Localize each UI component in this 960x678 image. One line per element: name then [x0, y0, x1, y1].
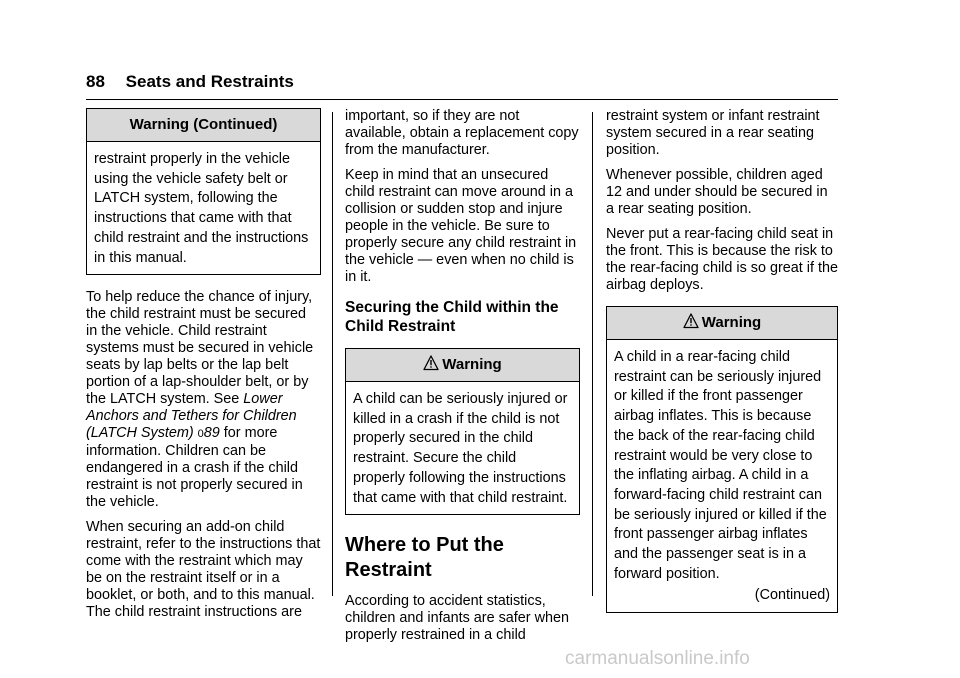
- page-header: [86, 72, 294, 92]
- column-1: [86, 108, 321, 629]
- warning-box-continued: [86, 108, 321, 275]
- header-rule: [86, 99, 838, 100]
- paragraph-unsecured: Keep in mind that an unsecured child restraint can move around in a collision or sudden stop and injure people in the vehicle. Be sure to properly secure any child restraint in the vehicle — even when no child is in it.: [345, 167, 577, 285]
- warning-box-text: [607, 340, 837, 612]
- paragraph-add-on: When securing an add-on child restraint, refer to the instructions that come with the restraint which may be on the restraint itself or in a booklet, or both, and to this manual. The child restraint instructions are: [86, 519, 321, 621]
- watermark-text: carmanualsonline.info: [565, 648, 750, 669]
- column-3: [606, 108, 838, 627]
- paragraph-securing: [86, 289, 321, 511]
- warning-box-text: A child can be seriously injured or killed in a crash if the child is not properly secured in the child restraint. Secure the child properly following the instructions that came with that child restraint.: [353, 391, 568, 506]
- page-ref-symbol: 0: [197, 428, 204, 441]
- warning-box-title: Warning (Continued): [87, 109, 320, 142]
- page-number: 88: [86, 72, 105, 91]
- paragraph-statistics: According to accident statistics, children and infants are safer when properly restrained in a child: [345, 593, 569, 644]
- continued-label: (Continued): [754, 587, 830, 604]
- warning-label: Warning: [442, 356, 502, 373]
- subheading-securing-child: Securing the Child within the Child Restraint: [345, 299, 559, 335]
- warning-box-title: [607, 307, 837, 340]
- page-ref-number[interactable]: 89: [203, 425, 220, 442]
- warning-box-title: [346, 349, 579, 382]
- column-divider-1: [332, 112, 333, 596]
- paragraph-aged-12: Whenever possible, children aged 12 and under should be secured in a rear seating position.: [606, 167, 828, 217]
- cross-reference-link[interactable]: Lower Anchors and Tethers for Children (LATCH System): [86, 391, 297, 442]
- paragraph-rear-seating: restraint system or infant restraint system secured in a rear seating position.: [606, 108, 820, 158]
- warning-box-airbag: [606, 306, 838, 613]
- paragraph-important: important, so if they are not available, obtain a replacement copy from the manufacturer.: [345, 108, 579, 158]
- section-title: Seats and Restraints: [125, 72, 294, 91]
- paragraph-rear-facing: Never put a rear-facing child seat in the front. This is because the risk to the rear-facing child is so great if the airbag deploys.: [606, 226, 838, 293]
- warning-triangle-icon: [683, 313, 699, 329]
- warning-box-securing: [345, 348, 580, 515]
- warning-text: A child in a rear-facing child restraint can be seriously injured or killed if the front passenger airbag inflates. This is because the back of the rear-facing child restraint would be very close to the inflating airbag. A child in a forward-facing child restraint can be seriously injured or killed if the front passenger airbag inflates and the passenger seat is in a forward position.: [614, 349, 827, 582]
- paragraph-text: To help reduce the chance of injury, the child restraint must be secured in the vehicle. Child restraint systems must be secured in vehicle seats by lap belts or the lap belt portion of a lap-shoulder belt, or by the LATCH system. See: [86, 289, 314, 408]
- warning-triangle-icon: [423, 355, 439, 371]
- heading-where-to-put: Where to Put the Restraint: [345, 534, 504, 582]
- column-divider-2: [592, 112, 593, 596]
- warning-box-text: restraint properly in the vehicle using the vehicle safety belt or LATCH system, following the instructions that came with that child restraint and the instructions in this manual.: [94, 151, 309, 266]
- column-2: [345, 108, 580, 652]
- paragraph-text: for more information. Children can be endangered in a crash if the child restraint is not properly secured in the vehicle.: [86, 425, 303, 511]
- warning-label: Warning: [701, 314, 762, 331]
